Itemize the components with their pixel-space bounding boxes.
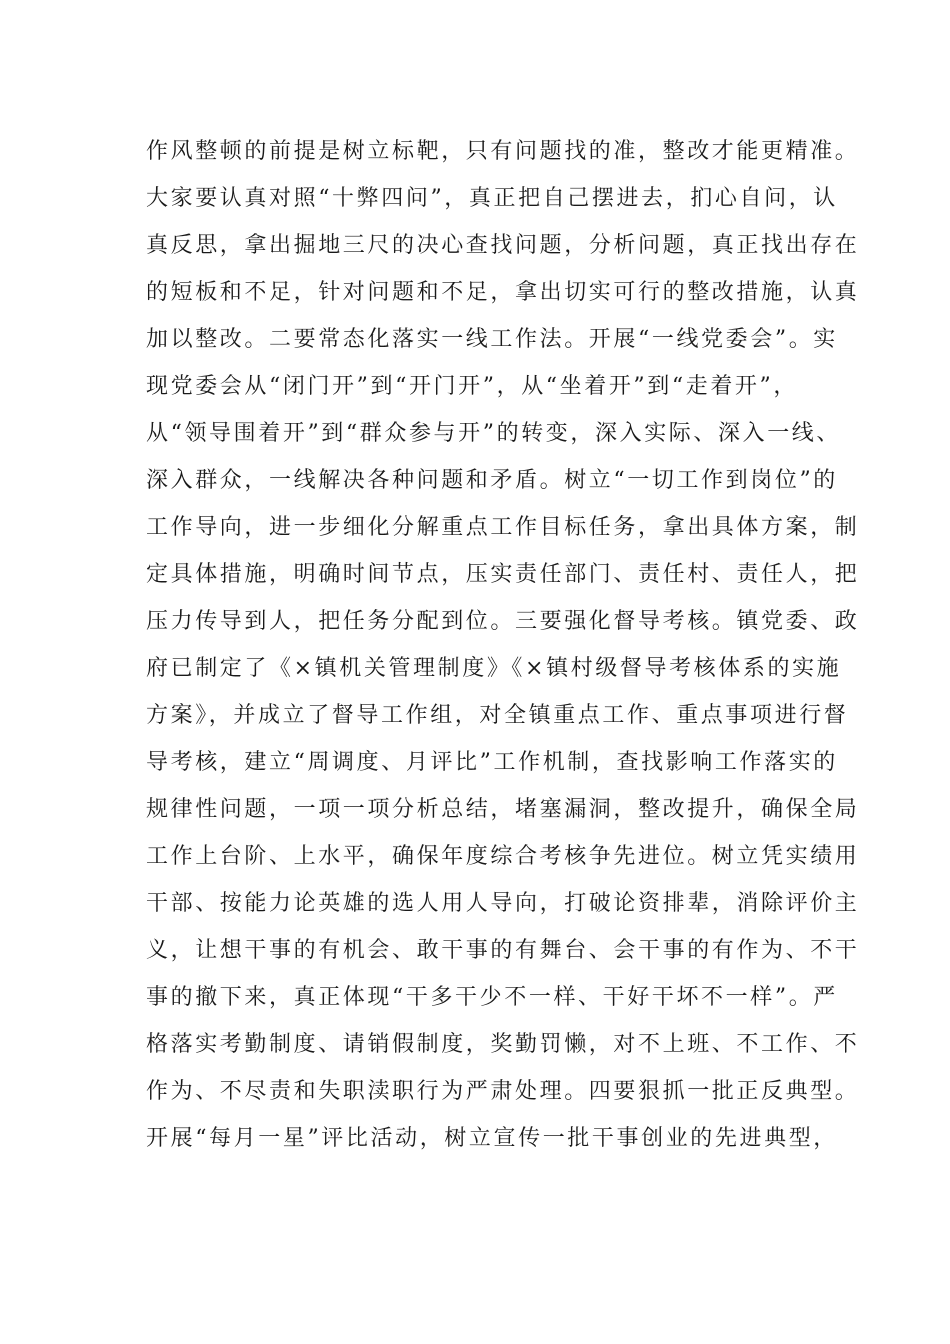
text-line: 导考核，建立“周调度、月评比”工作机制，查找影响工作落实的 [146, 750, 838, 775]
text-line: 加以整改。二要常态化落实一线工作法。开展“一线党委会”。实 [146, 327, 838, 352]
text-line: 压力传导到人，把任务分配到位。三要强化督导考核。镇党委、政 [146, 609, 860, 634]
text-line: 开展“每月一星”评比活动，树立宣传一批干事创业的先进典型， [146, 1126, 838, 1151]
text-line: 作为、不尽责和失职渎职行为严肃处理。四要狠抓一批正反典型。 [146, 1079, 860, 1104]
text-line: 规律性问题，一项一项分析总结，堵塞漏洞，整改提升，确保全局 [146, 797, 860, 822]
text-line: 的短板和不足，针对问题和不足，拿出切实可行的整改措施，认真 [146, 280, 860, 305]
text-line: 干部、按能力论英雄的选人用人导向，打破论资排辈，消除评价主 [146, 891, 860, 916]
text-line: 义，让想干事的有机会、敢干事的有舞台、会干事的有作为、不干 [146, 938, 860, 963]
text-line: 定具体措施，明确时间节点，压实责任部门、责任村、责任人，把 [146, 562, 860, 587]
text-line: 从“领导围着开”到“群众参与开”的转变，深入实际、深入一线、 [146, 421, 841, 446]
text-line: 真反思，拿出掘地三尺的决心查找问题，分析问题，真正找出存在 [146, 233, 860, 258]
body-text [146, 128, 860, 1162]
text-line: 方案》，并成立了督导工作组，对全镇重点工作、重点事项进行督 [146, 703, 849, 728]
text-line: 作风整顿的前提是树立标靶，只有问题找的准，整改才能更精准。 [146, 139, 860, 164]
text-line: 大家要认真对照“十弊四问”，真正把自己摆进去，扪心自问，认 [146, 186, 838, 211]
text-line: 工作上台阶、上水平，确保年度综合考核争先进位。树立凭实绩用 [146, 844, 860, 869]
text-line: 工作导向，进一步细化分解重点工作目标任务，拿出具体方案，制 [146, 515, 860, 540]
text-line: 事的撤下来，真正体现“干多干少不一样、干好干坏不一样”。严 [146, 985, 838, 1010]
text-line: 现党委会从“闭门开”到“开门开”，从“坐着开”到“走着开”， [146, 374, 798, 399]
text-line: 格落实考勤制度、请销假制度，奖勤罚懒，对不上班、不工作、不 [146, 1032, 860, 1057]
text-line: 深入群众，一线解决各种问题和矛盾。树立“一切工作到岗位”的 [146, 468, 838, 493]
text-line: 府已制定了《×镇机关管理制度》《×镇村级督导考核体系的实施 [146, 656, 842, 681]
